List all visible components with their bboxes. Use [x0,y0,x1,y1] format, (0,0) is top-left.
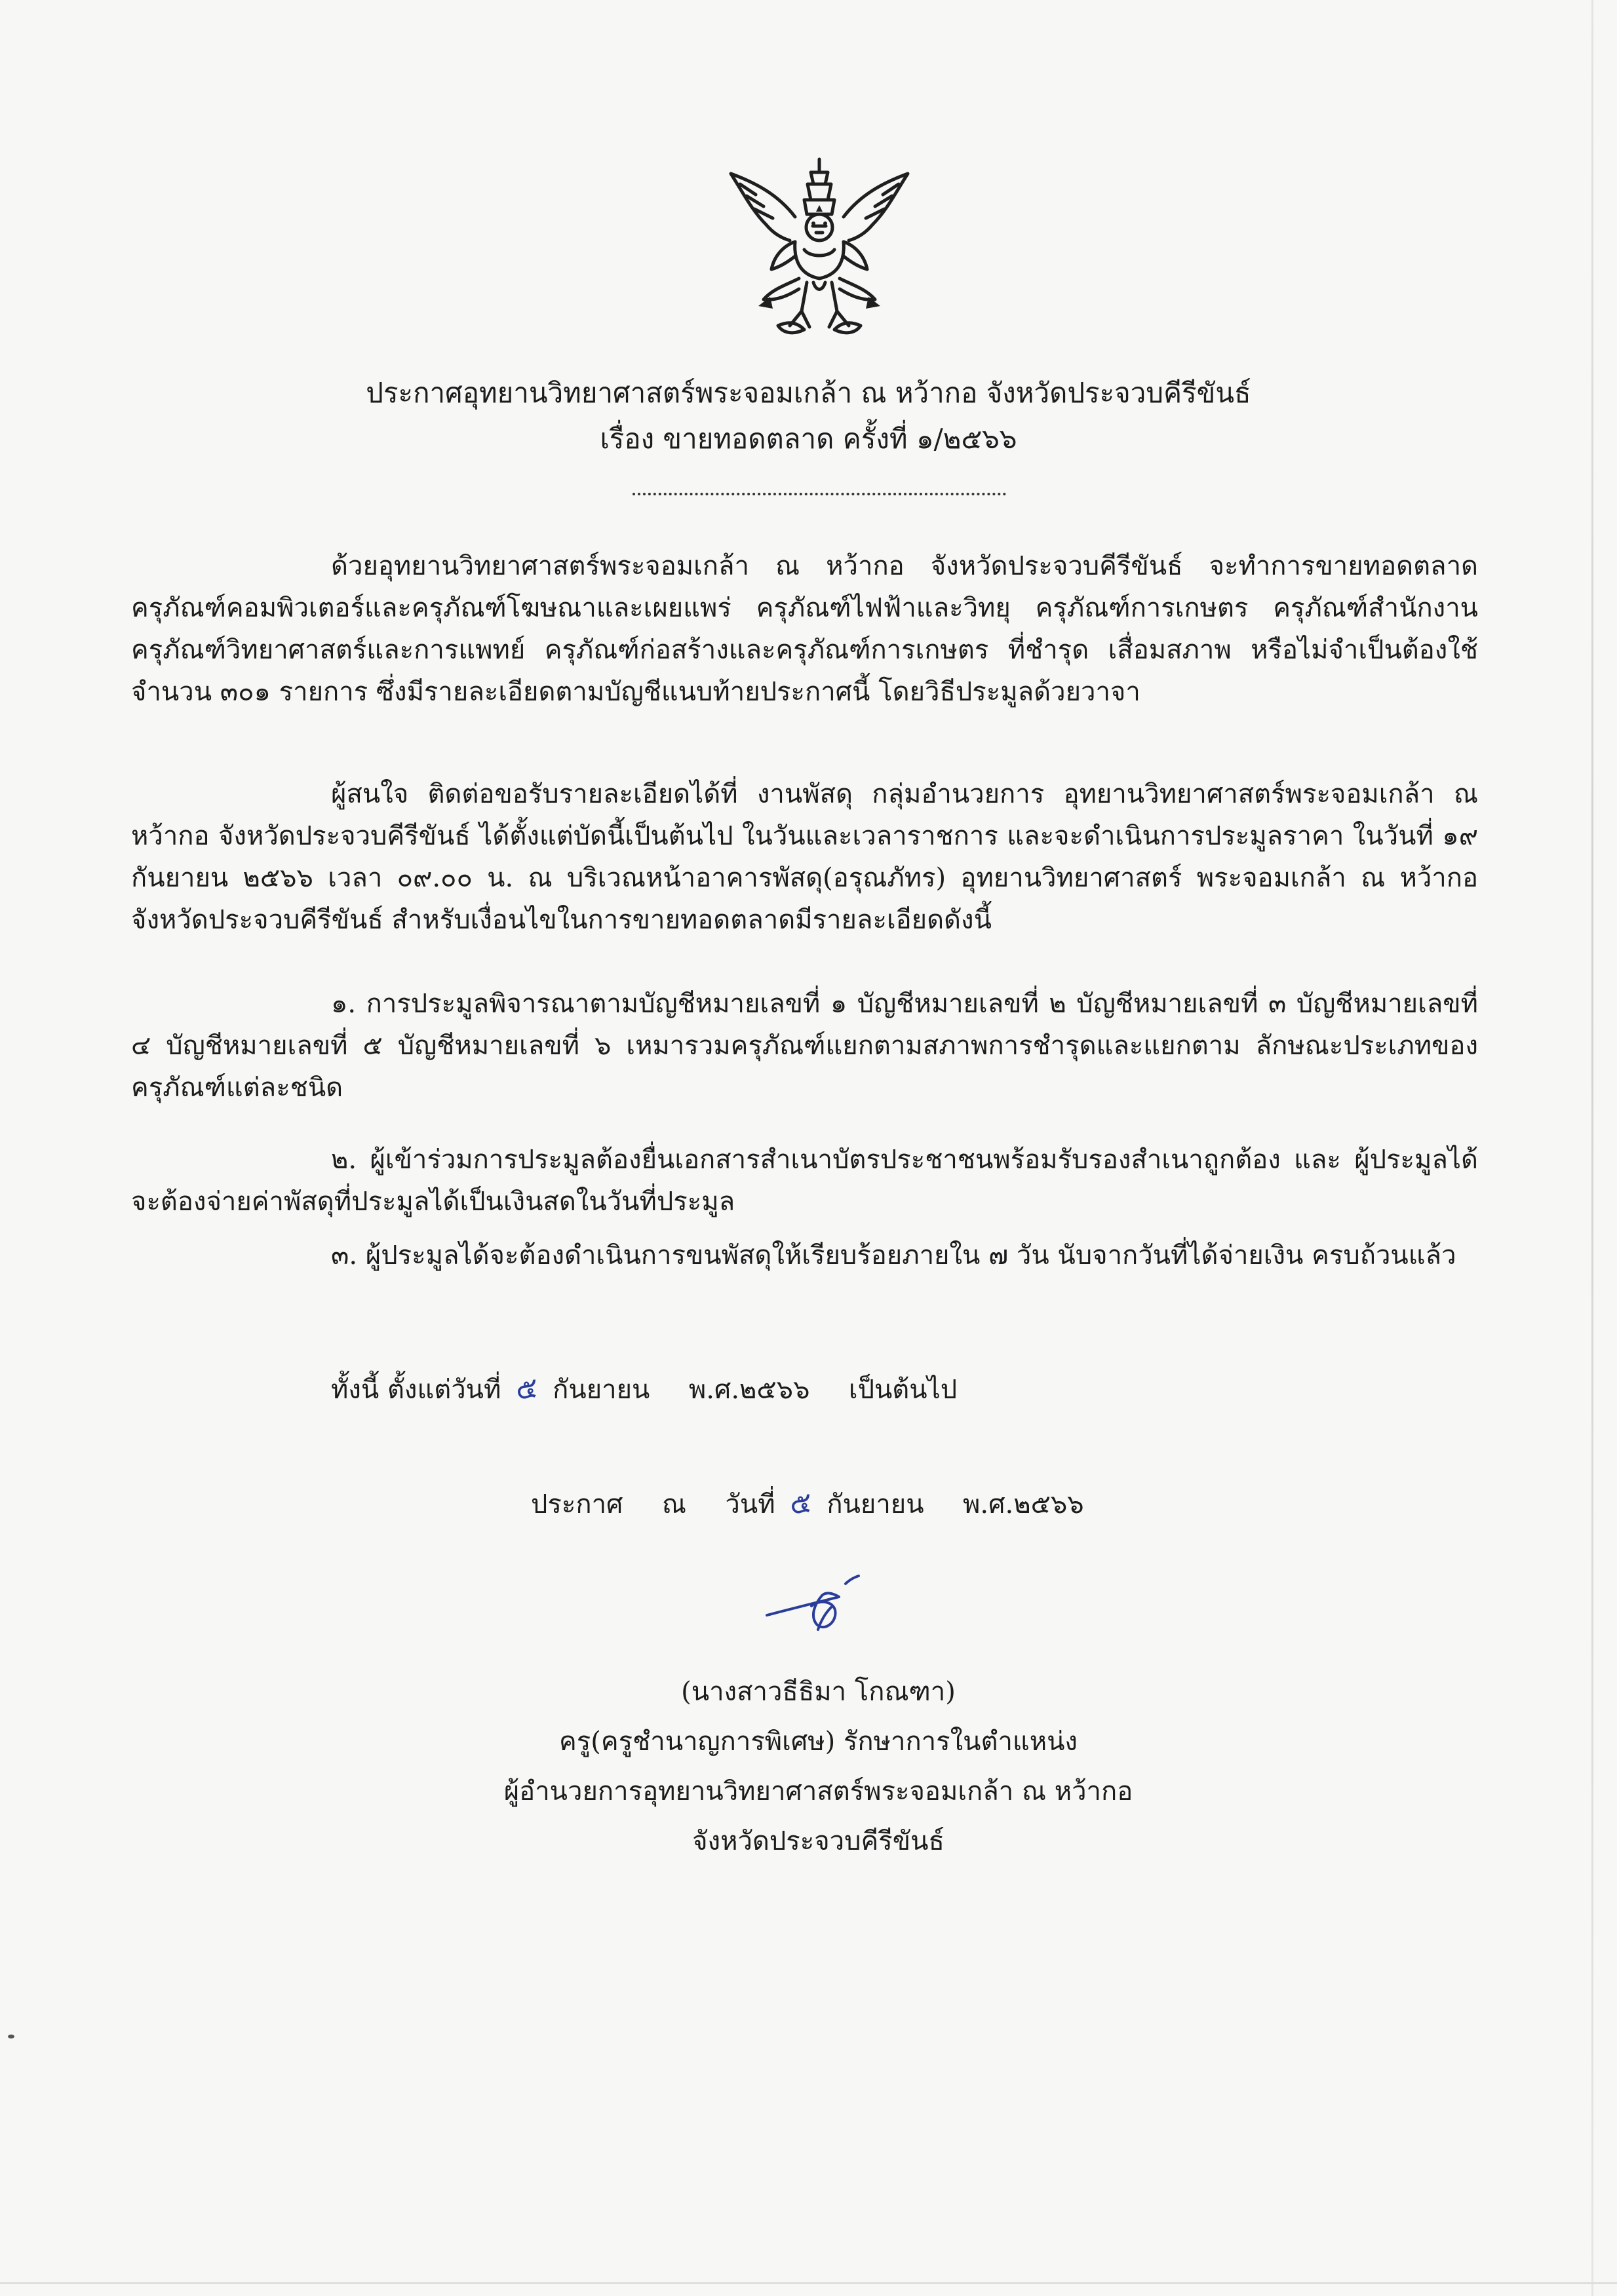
signer-name: (นางสาวธีธิมา โกณฑา) [681,1677,956,1707]
document-title: ประกาศอุทยานวิทยาศาสตร์พระจอมเกล้า ณ หว้ากอ จังหวัดประจวบคีรีขันธ์ [366,377,1251,409]
title-divider-dotted-line [633,493,1006,495]
announce-month: กันยายน [827,1489,924,1520]
announce-date-label: วันที่ [725,1489,775,1520]
effective-date-prefix: ทั้งนี้ ตั้งแต่วันที่ [331,1375,501,1405]
signer-position-line-2: ผู้อำนวยการอุทยานวิทยาศาสตร์พระจอมเกล้า ณ หว้ากอ [503,1776,1133,1807]
announcement-paragraph-1: ด้วยอุทยานวิทยาศาสตร์พระจอมเกล้า ณ หว้ากอ จังหวัดประจวบคีรีขันธ์ จะทำการขายทอดตลาด ครุภัณฑ์คอมพิวเตอร์และครุภัณฑ์โฆษณาและเผยแพร่ ครุภัณฑ์ไฟฟ้าและวิทยุ ครุภัณฑ์การเกษตร ครุภัณฑ์สำนักงาน ครุภัณฑ์วิทยาศาสตร์และการแพทย์ ครุภัณฑ์ก่อสร้างและครุภัณฑ์การเกษตร ที่ชำรุด เสื่อมสภาพ หรือไม่จำเป็นต้องใช้ จำนวน ๓๐๑ รายการ ซึ่งมีรายละเอียดตามบัญชีแนบท้ายประกาศนี้ โดยวิธีประมูลด้วยวาจา [131,551,1478,707]
effective-date-year: พ.ศ.๒๕๖๖ [688,1375,810,1405]
garuda-emblem-icon [718,154,921,341]
announce-at: ณ [661,1489,686,1520]
announce-year: พ.ศ.๒๕๖๖ [963,1489,1084,1520]
page-edge-shadow [1591,0,1593,2296]
condition-item-1: ๑. การประมูลพิจารณาตามบัญชีหมายเลขที่ ๑ บัญชีหมายเลขที่ ๒ บัญชีหมายเลขที่ ๓ บัญชีหมายเลขที่ ๔ บัญชีหมายเลขที่ ๕ บัญชีหมายเลขที่ ๖ เหมารวมครุภัณฑ์แยกตามสภาพการชำรุดและแยกตาม ลักษณะประเภทของครุภัณฑ์แต่ละชนิด [131,989,1478,1103]
document-subject: เรื่อง ขายทอดตลาด ครั้งที่ ๑/๒๕๖๖ [600,423,1017,455]
effective-date-suffix: เป็นต้นไป [848,1375,958,1405]
condition-item-2: ๒. ผู้เข้าร่วมการประมูลต้องยื่นเอกสารสำเนาบัตรประชาชนพร้อมรับรองสำเนาถูกต้อง และ ผู้ประมูลได้จะต้องจ่ายค่าพัสดุที่ประมูลได้เป็นเงินสดในวันที่ประมูล [131,1145,1478,1217]
effective-date-line [331,1369,957,1409]
effective-date-month: กันยายน [553,1375,650,1405]
announce-label: ประกาศ [531,1489,623,1520]
effective-date-day-handwritten: ๕ [514,1371,539,1407]
signer-position-line-3: จังหวัดประจวบคีรีขันธ์ [692,1826,945,1856]
condition-item-3: ๓. ผู้ประมูลได้จะต้องดำเนินการขนพัสดุให้เรียบร้อยภายใน ๗ วัน นับจากวันที่ได้จ่ายเงิน ครบถ้วนแล้ว [331,1240,1456,1271]
signature-mark-icon [754,1569,865,1641]
page-bottom-edge [0,2282,1617,2284]
announce-day-handwritten: ๕ [788,1485,814,1521]
signer-position-line-1: ครู(ครูชำนาญการพิเศษ) รักษาการในตำแหน่ง [559,1727,1078,1757]
announcement-date-line [531,1484,1084,1524]
scan-speck [8,2035,14,2038]
announcement-paragraph-2: ผู้สนใจ ติดต่อขอรับรายละเอียดได้ที่ งานพัสดุ กลุ่มอำนวยการ อุทยานวิทยาศาสตร์พระจอมเกล้า ณ หว้ากอ จังหวัดประจวบคีรีขันธ์ ได้ตั้งแต่บัดนี้เป็นต้นไป ในวันและเวลาราชการ และจะดำเนินการประมูลราคา ในวันที่ ๑๙ กันยายน ๒๕๖๖ เวลา ๐๙.๐๐ น. ณ บริเวณหน้าอาคารพัสดุ(อรุณภัทร) อุทยานวิทยาศาสตร์ พระจอมเกล้า ณ หว้ากอ จังหวัดประจวบคีรีขันธ์ สำหรับเงื่อนไขในการขายทอดตลาดมีรายละเอียดดังนี้ [131,779,1478,935]
